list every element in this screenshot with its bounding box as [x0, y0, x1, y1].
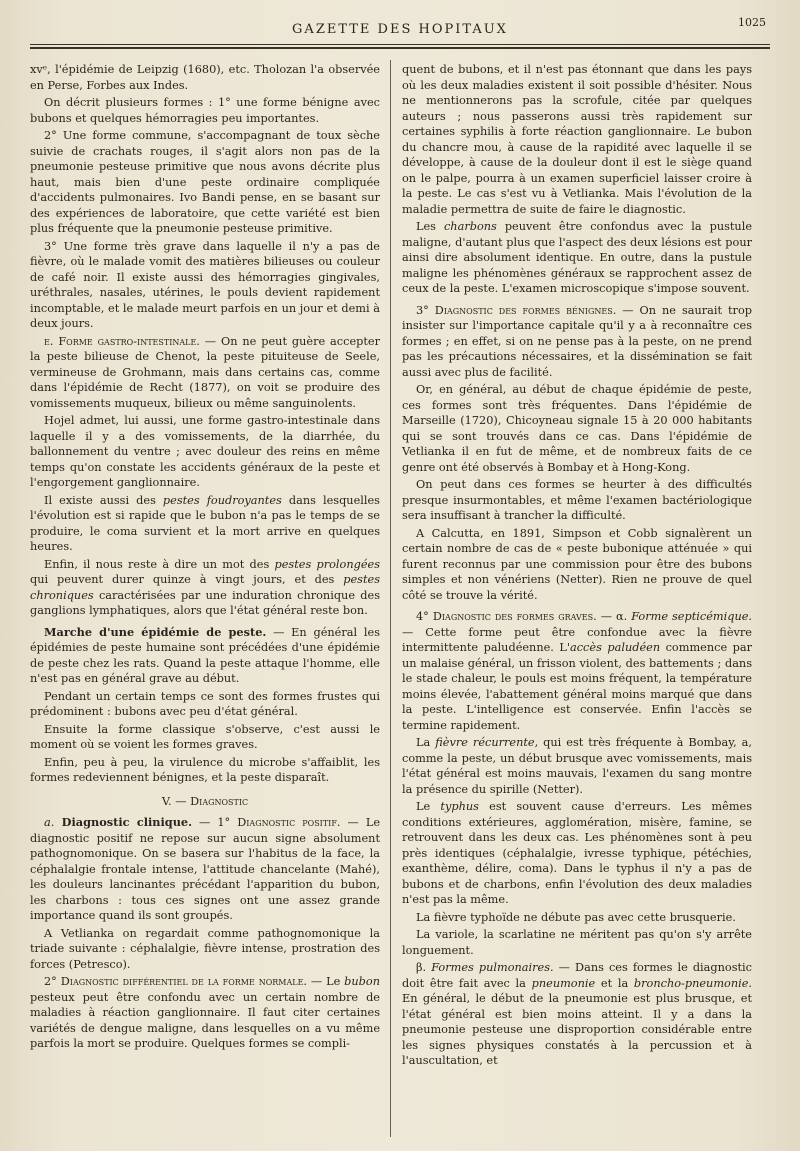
paragraph-text: — α. — [596, 610, 632, 623]
emphasis: charbons — [443, 220, 497, 233]
emphasis: a. — [44, 816, 55, 829]
paragraph-text: est souvent cause d'erreurs. Les mêmes conditions extérieures, agglomération, misère, famine, se retrouvent dans les deux cas. Les phénomènes sont à peu près identiques (céphalalgie, ivresse typhique, pétéchies, exanthème, délire, coma). Dans le typhus il n'y a pas de bubons et de charbons, enfin l'évolution des deux maladies n'est pas la même. — [402, 800, 753, 906]
paragraph-text: — On ne peut guère accepter la peste bilieuse de Chenot, la peste pituiteuse de Seele, vermineuse de Grohmann, mais dans certains cas, comme dans l'épidémie de Recht (1877), on voit se produire des vomissements muqueux, bilieux ou même sanguinolents. — [30, 334, 380, 410]
paragraph — [30, 815, 380, 924]
run-in-heading: Diagnostic clinique. — [54, 815, 193, 829]
paragraph-text: Il existe aussi des — [44, 493, 163, 507]
header-rule-thick — [30, 47, 770, 49]
journal-title: GAZETTE DES HOPITAUX — [292, 22, 508, 37]
emphasis: accès paludéen — [570, 641, 661, 654]
subsection-label: 3° Diagnostic des formes bénignes. — [416, 303, 617, 317]
emphasis: bubon — [344, 975, 380, 988]
right-column — [402, 62, 752, 1071]
paragraph: On décrit plusieurs formes : 1° une forme bénigne avec bubons et quelques hémorragies peu importantes. — [30, 96, 380, 125]
left-column — [30, 62, 380, 1054]
emphasis: pneumonie — [531, 976, 596, 990]
paragraph: La variole, la scarlatine ne méritent pas qu'on s'y arrête longuement. — [402, 928, 752, 957]
emphasis: pestes foudroyantes — [162, 493, 282, 507]
paragraph-text: caractérisées par une induration chronique des ganglions lymphatiques, alors que l'état général reste bon. — [30, 588, 380, 617]
paragraph-text: β. — [416, 961, 432, 974]
section-title: V. — Diagnostic — [161, 794, 249, 808]
paragraph: La fièvre typhoïde ne débute pas avec cette brusquerie. — [416, 910, 736, 924]
paragraph — [30, 493, 380, 555]
paragraph-text: commence par un malaise général, un frisson violent, des battements ; dans le stade chaleur, le pouls est moins fréquent, la température moins élevée, l'abattement général moins marqué que dans la peste. L'intelligence est conservée. Enfin l'accès se termine rapidement. — [402, 641, 752, 732]
paragraph — [30, 974, 380, 1052]
emphasis: Forme septicémique. — [631, 610, 753, 623]
paragraph — [402, 219, 752, 297]
paragraph: quent de bubons, et il n'est pas étonnant que dans les pays où les deux maladies existent il soit possible d'hésiter. Nous ne mentionnerons pas la scrofule, citée par quelques auteurs ; nous passerons aussi très rapidement sur certaines syphilis à forte réaction ganglionnaire. Le bubon du chancre mou, à cause de la rapidité avec laquelle il se développe, à cause de la douleur dont il est le siège quand on le palpe, pourra à un examen superficiel laisser croire à la peste. Le cas s'est vu à Vetlianka. Mais l'évolution de la maladie permettra de suite de faire le diagnostic. — [402, 63, 752, 216]
emphasis: pestes chroniques — [30, 573, 380, 602]
subsection-label: 2° Diagnostic différentiel de la forme normale. — [44, 975, 308, 988]
header-rule-thin — [30, 44, 770, 45]
paragraph-text: Le — [416, 800, 441, 813]
paragraph-text: Enfin, il nous reste à dire un mot des — [44, 557, 275, 571]
paragraph-text: Les — [416, 220, 444, 233]
emphasis: typhus — [440, 800, 479, 813]
emphasis: broncho-pneumonie. — [633, 976, 752, 990]
paragraph: Enfin, peu à peu, la virulence du microbe s'affaiblit, les formes redeviennent bénignes, et la peste disparaît. — [30, 755, 380, 784]
paragraph-text: — Dans ces formes le diagnostic doit être fait avec la — [402, 961, 752, 990]
paragraph: Hojel admet, lui aussi, une forme gastro-intestinale dans laquelle il y a des vomissements, de la diarrhée, du ballonnement du ventre ; avec douleur des reins en même temps qu'on constate les accidents généraux de la peste et l'engorgement ganglionnaire. — [30, 414, 380, 489]
page-header — [30, 14, 770, 42]
paragraph — [30, 334, 380, 412]
paragraph-text: — On ne saurait trop insister sur l'importance capitale qu'il y a à reconnaître ces formes ; en effet, si on ne pense pas à la peste, on ne prend pas les précautions nécessaires, et la dissémination se fait aussi avec plus de facilité. — [402, 303, 752, 379]
paragraph-text: — Le diagnostic positif ne repose sur aucun signe absolument pathognomonique. On se basera sur l'habitus de la face, la céphalalgie frontale intense, l'attitude chancelante (Mahé), les douleurs lancinantes précédant l'apparition du bubon, les charbons : tous ces signes ont une assez grande importance quand ils sont groupés. — [30, 816, 381, 922]
paragraph — [402, 799, 752, 908]
paragraph-text: En général, le début de la pneumonie est plus brusque, et l'état général est bien moins atteint. Il y a dans la pneumonie pesteuse une disproportion considérable entre les signes physiques constatés à la percussion et à l'auscultation, et — [402, 992, 752, 1067]
paragraph — [30, 557, 380, 619]
paragraph-text: La — [416, 736, 436, 749]
emphasis: fièvre récurrente — [435, 736, 535, 749]
paragraph-text: peuvent être confondus avec la pustule maligne, d'autant plus que l'aspect des deux lésions est pour ainsi dire absolument identique. En outre, dans la pustule maligne les phénomènes généraux se rapprochent assez de ceux de la peste. L'examen microscopique s'impose souvent. — [402, 220, 753, 295]
paragraph-text: — Le — [307, 975, 345, 988]
column-divider — [390, 60, 391, 1137]
paragraph: xvᵉ, l'épidémie de Leipzig (1680), etc. Tholozan l'a observée en Perse, Forbes aux Indes. — [30, 63, 380, 92]
paragraph: Pendant un certain temps ce sont des formes frustes qui prédominent : bubons avec peu d'état général. — [30, 689, 380, 718]
paragraph: On peut dans ces formes se heurter à des difficultés presque insurmontables, et même l'examen bactériologique sera insuffisant à trancher la difficulté. — [402, 478, 752, 522]
run-in-heading: Marche d'une épidémie de peste. — [44, 624, 267, 639]
subsection-label: 4° Diagnostic des formes graves. — [416, 610, 597, 623]
paragraph-text: pesteux peut être confondu avec un certain nombre de maladies à réaction ganglionnaire. Il faut citer certaines variétés de dengue maligne, dans lesquelles on a vu même parfois la mort se produire. Quelques formes se compli- — [30, 990, 380, 1050]
paragraph: Or, en général, au début de chaque épidémie de peste, ces formes sont très fréquentes. Dans l'épidémie de Marseille (1720), Chicoyneau signale 15 à 20 000 habitants qui se sont trouvés dans ce cas. Dans l'épidémie de Vetlianka il en fut de même, et de nombreux faits de ce genre ont été observés à Bombay et à Hong-Kong. — [402, 383, 752, 474]
subsection-label: ε. Forme gastro-intestinale. — [44, 334, 200, 348]
paragraph-text: et la — [595, 976, 634, 990]
subsection-label: — 1° Diagnostic positif. — [192, 816, 341, 829]
paragraph-text: qui peuvent durer quinze à vingt jours, et des — [30, 573, 344, 586]
paragraph: A Calcutta, en 1891, Simpson et Cobb signalèrent un certain nombre de cas de « peste bubonique atténuée » qui furent reconnus par une commission pour être des bubons simples et non vénériens (Netter). Rien ne prouve de quel côté se trouve la vérité. — [402, 526, 752, 602]
paragraph — [402, 303, 752, 381]
paragraph: A Vetlianka on regardait comme pathognomonique la triade suivante : céphalalgie, fièvre intense, prostration des forces (Petresco). — [30, 926, 380, 971]
emphasis: Formes pulmonaires. — [431, 961, 554, 974]
page-number: 1025 — [738, 16, 766, 29]
paragraph — [402, 960, 752, 1069]
paragraph-text: dans lesquelles l'évolution est si rapide que le bubon n'a pas le temps de se produire, le coma survient et la mort arrive en quelques heures. — [30, 493, 380, 553]
paragraph-text: — En général les épidémies de peste humaine sont précédées d'une épidémie de peste chez les rats. Quand la peste attaque l'homme, elle n'est pas en général grave au début. — [30, 625, 380, 685]
paragraph: 2° Une forme commune, s'accompagnant de toux sèche suivie de crachats rouges, il s'agit alors non pas de la pneumonie pesteuse primitive que nous avons décrite plus haut, mais bien d'une peste ordinaire compliquée d'accidents pulmonaires. Ivo Bandi pense, en se basant sur des expériences de laboratoire, que cette variété est bien plus fréquente que la pneumonie pesteuse primitive. — [30, 129, 380, 235]
paragraph-text: , qui est très fréquente à Bombay, a, comme la peste, un début brusque avec vomissements, mais l'état général est moins mauvais, l'examen du sang montre la présence du spirille (Netter). — [402, 736, 752, 796]
paragraph-text: — Cette forme peut être confondue avec la fièvre intermittente paludéenne. L' — [402, 625, 752, 654]
paragraph — [402, 609, 752, 733]
paragraph — [30, 625, 380, 687]
paragraph — [402, 735, 752, 797]
paragraph: Ensuite la forme classique s'observe, c'est aussi le moment où se voient les formes graves. — [30, 722, 380, 751]
paragraph: 3° Une forme très grave dans laquelle il n'y a pas de fièvre, où le malade vomit des matières bilieuses ou couleur de café noir. Il existe aussi des hémorragies gingivales, uréthrales, nasales, utérines, le pouls devient rapidement incomptable, et le malade meurt parfois en un jour et demi à deux jours. — [30, 239, 380, 330]
emphasis: pestes prolongées — [274, 557, 380, 571]
